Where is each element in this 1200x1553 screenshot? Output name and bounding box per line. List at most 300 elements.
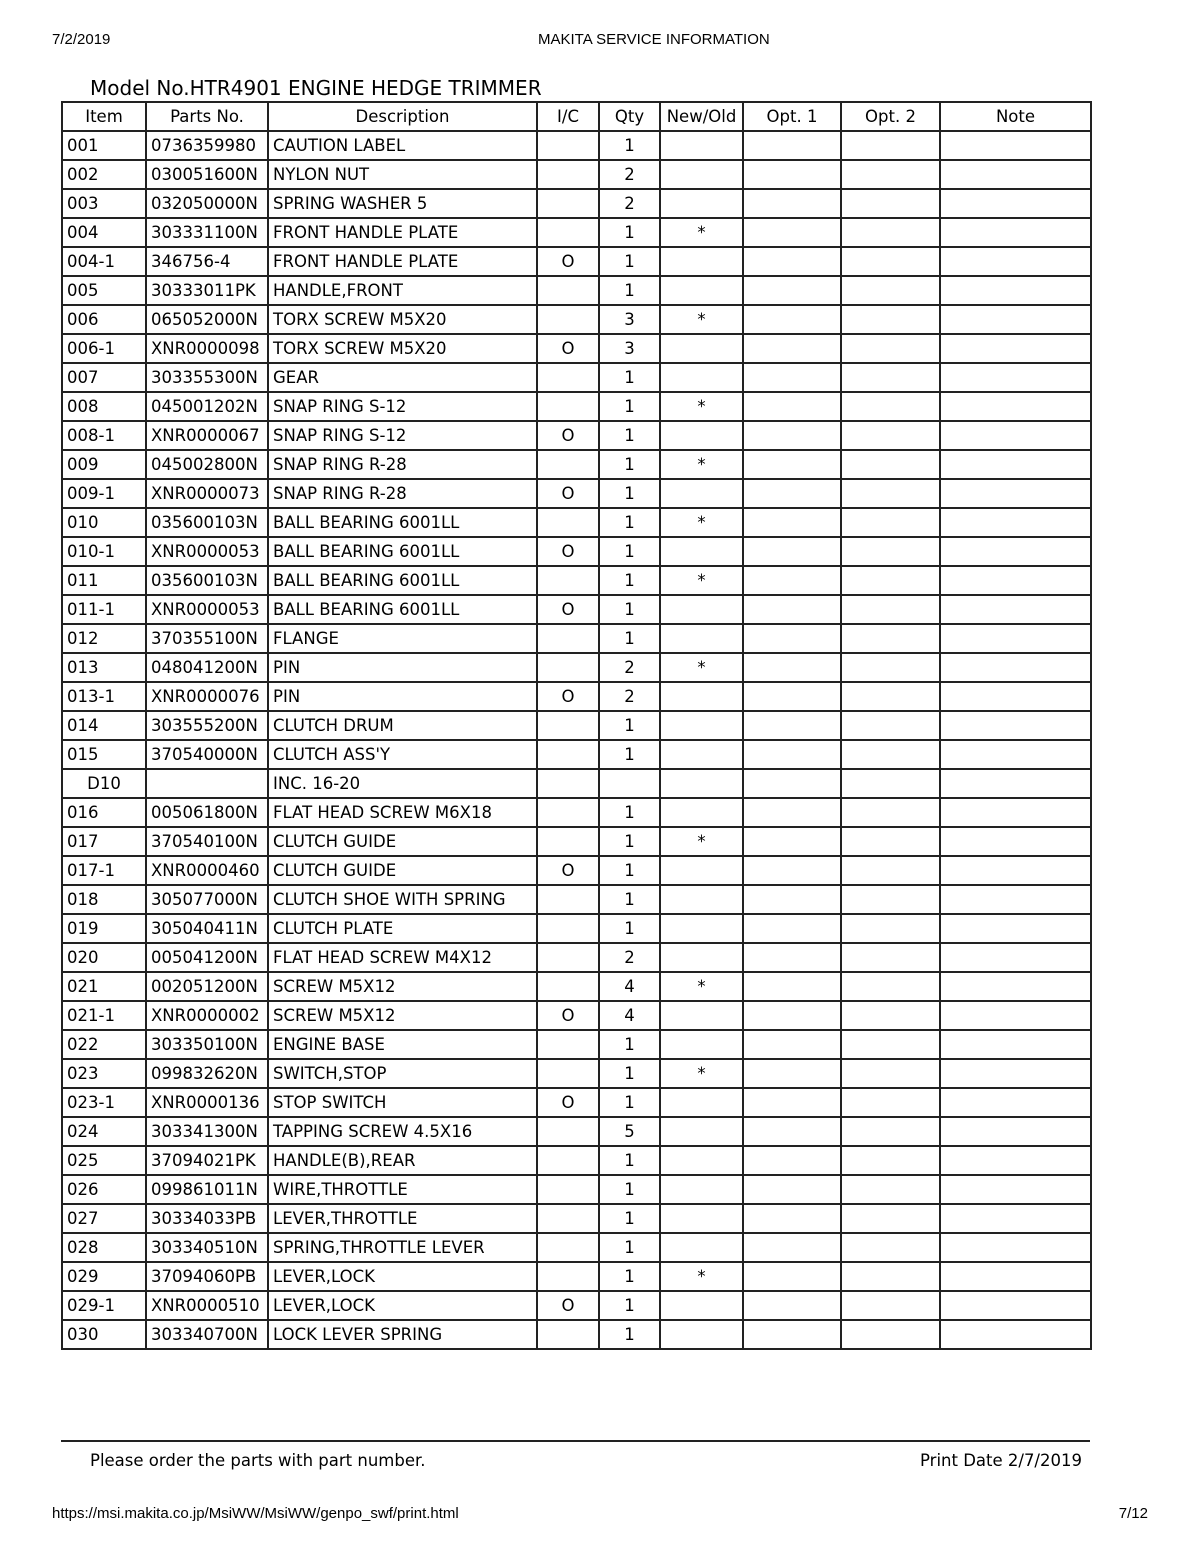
cell-qty: 1 bbox=[599, 827, 660, 856]
cell-qty: 1 bbox=[599, 914, 660, 943]
cell-qty: 1 bbox=[599, 508, 660, 537]
table-row bbox=[62, 885, 1091, 914]
cell-item: 008 bbox=[62, 392, 146, 421]
cell-item: 011 bbox=[62, 566, 146, 595]
cell-opt-1 bbox=[743, 247, 841, 276]
cell-parts-no: XNR0000460 bbox=[146, 856, 268, 885]
table-row bbox=[62, 334, 1091, 363]
header-parts-no: Parts No. bbox=[146, 102, 268, 131]
cell-description: HANDLE,FRONT bbox=[268, 276, 537, 305]
cell-ic bbox=[537, 1320, 599, 1349]
cell-opt-2 bbox=[841, 653, 940, 682]
cell-qty: 1 bbox=[599, 537, 660, 566]
cell-note bbox=[940, 1088, 1091, 1117]
cell-ic bbox=[537, 1117, 599, 1146]
table-row bbox=[62, 624, 1091, 653]
cell-opt-2 bbox=[841, 1320, 940, 1349]
cell-qty: 1 bbox=[599, 421, 660, 450]
cell-description: LEVER,LOCK bbox=[268, 1262, 537, 1291]
cell-new-old: * bbox=[660, 1262, 743, 1291]
cell-qty: 1 bbox=[599, 131, 660, 160]
cell-new-old bbox=[660, 769, 743, 798]
cell-opt-1 bbox=[743, 711, 841, 740]
cell-item: 029-1 bbox=[62, 1291, 146, 1320]
cell-ic bbox=[537, 218, 599, 247]
cell-new-old bbox=[660, 363, 743, 392]
cell-item: 013-1 bbox=[62, 682, 146, 711]
cell-opt-2 bbox=[841, 334, 940, 363]
cell-new-old bbox=[660, 914, 743, 943]
cell-opt-2 bbox=[841, 943, 940, 972]
table-row bbox=[62, 276, 1091, 305]
cell-note bbox=[940, 479, 1091, 508]
cell-ic bbox=[537, 798, 599, 827]
header-qty: Qty bbox=[599, 102, 660, 131]
table-row bbox=[62, 218, 1091, 247]
cell-parts-no: 370355100N bbox=[146, 624, 268, 653]
cell-description: SPRING,THROTTLE LEVER bbox=[268, 1233, 537, 1262]
cell-description: NYLON NUT bbox=[268, 160, 537, 189]
cell-ic bbox=[537, 189, 599, 218]
cell-qty: 1 bbox=[599, 856, 660, 885]
cell-qty: 2 bbox=[599, 682, 660, 711]
cell-description: CLUTCH SHOE WITH SPRING bbox=[268, 885, 537, 914]
cell-description: FLAT HEAD SCREW M4X12 bbox=[268, 943, 537, 972]
table-row bbox=[62, 1291, 1091, 1320]
cell-opt-1 bbox=[743, 537, 841, 566]
cell-qty: 3 bbox=[599, 334, 660, 363]
cell-note bbox=[940, 769, 1091, 798]
cell-parts-no: XNR0000510 bbox=[146, 1291, 268, 1320]
cell-new-old bbox=[660, 1001, 743, 1030]
table-row bbox=[62, 914, 1091, 943]
cell-ic: O bbox=[537, 247, 599, 276]
cell-opt-1 bbox=[743, 885, 841, 914]
cell-item: 008-1 bbox=[62, 421, 146, 450]
cell-opt-2 bbox=[841, 595, 940, 624]
cell-note bbox=[940, 682, 1091, 711]
cell-ic bbox=[537, 1262, 599, 1291]
cell-item: 010-1 bbox=[62, 537, 146, 566]
cell-new-old bbox=[660, 1291, 743, 1320]
cell-opt-2 bbox=[841, 682, 940, 711]
cell-new-old bbox=[660, 1204, 743, 1233]
cell-new-old: * bbox=[660, 508, 743, 537]
cell-opt-1 bbox=[743, 972, 841, 1001]
cell-opt-2 bbox=[841, 363, 940, 392]
cell-new-old bbox=[660, 189, 743, 218]
cell-item: 019 bbox=[62, 914, 146, 943]
cell-qty: 1 bbox=[599, 1030, 660, 1059]
cell-parts-no: 305040411N bbox=[146, 914, 268, 943]
cell-opt-1 bbox=[743, 305, 841, 334]
cell-note bbox=[940, 624, 1091, 653]
cell-note bbox=[940, 566, 1091, 595]
header-ic: I/C bbox=[537, 102, 599, 131]
cell-opt-1 bbox=[743, 1175, 841, 1204]
cell-parts-no: 370540100N bbox=[146, 827, 268, 856]
cell-description: FLANGE bbox=[268, 624, 537, 653]
cell-opt-1 bbox=[743, 1001, 841, 1030]
cell-opt-1 bbox=[743, 856, 841, 885]
cell-qty: 1 bbox=[599, 1291, 660, 1320]
cell-ic bbox=[537, 1146, 599, 1175]
cell-new-old: * bbox=[660, 305, 743, 334]
table-row bbox=[62, 711, 1091, 740]
cell-new-old bbox=[660, 711, 743, 740]
cell-opt-1 bbox=[743, 1146, 841, 1175]
table-row bbox=[62, 653, 1091, 682]
cell-opt-1 bbox=[743, 1204, 841, 1233]
cell-opt-1 bbox=[743, 682, 841, 711]
cell-description: STOP SWITCH bbox=[268, 1088, 537, 1117]
cell-ic bbox=[537, 450, 599, 479]
cell-parts-no: 0736359980 bbox=[146, 131, 268, 160]
cell-opt-2 bbox=[841, 1059, 940, 1088]
parts-table bbox=[61, 101, 1092, 1350]
document-title: Model No.HTR4901 ENGINE HEDGE TRIMMER bbox=[90, 76, 542, 100]
cell-note bbox=[940, 1001, 1091, 1030]
table-row bbox=[62, 595, 1091, 624]
cell-parts-no: 035600103N bbox=[146, 566, 268, 595]
cell-note bbox=[940, 653, 1091, 682]
cell-description: LEVER,THROTTLE bbox=[268, 1204, 537, 1233]
cell-ic: O bbox=[537, 856, 599, 885]
cell-new-old bbox=[660, 1175, 743, 1204]
cell-description: INC. 16-20 bbox=[268, 769, 537, 798]
cell-opt-1 bbox=[743, 189, 841, 218]
cell-item: 015 bbox=[62, 740, 146, 769]
cell-note bbox=[940, 1146, 1091, 1175]
cell-qty: 3 bbox=[599, 305, 660, 334]
cell-qty: 1 bbox=[599, 885, 660, 914]
table-row bbox=[62, 479, 1091, 508]
cell-parts-no: 045001202N bbox=[146, 392, 268, 421]
cell-opt-1 bbox=[743, 827, 841, 856]
cell-opt-2 bbox=[841, 914, 940, 943]
cell-parts-no: 303350100N bbox=[146, 1030, 268, 1059]
cell-parts-no: 303331100N bbox=[146, 218, 268, 247]
cell-qty: 1 bbox=[599, 1233, 660, 1262]
cell-note bbox=[940, 450, 1091, 479]
cell-parts-no: 303340510N bbox=[146, 1233, 268, 1262]
cell-item: 025 bbox=[62, 1146, 146, 1175]
cell-note bbox=[940, 1204, 1091, 1233]
cell-note bbox=[940, 218, 1091, 247]
cell-item: 004 bbox=[62, 218, 146, 247]
cell-opt-1 bbox=[743, 624, 841, 653]
cell-ic bbox=[537, 769, 599, 798]
table-row bbox=[62, 392, 1091, 421]
cell-parts-no: 030051600N bbox=[146, 160, 268, 189]
cell-item: 028 bbox=[62, 1233, 146, 1262]
cell-description: SNAP RING R-28 bbox=[268, 479, 537, 508]
cell-description: FRONT HANDLE PLATE bbox=[268, 218, 537, 247]
cell-new-old bbox=[660, 421, 743, 450]
cell-opt-1 bbox=[743, 218, 841, 247]
cell-ic bbox=[537, 943, 599, 972]
cell-note bbox=[940, 1175, 1091, 1204]
cell-opt-1 bbox=[743, 1291, 841, 1320]
cell-qty: 5 bbox=[599, 1117, 660, 1146]
cell-new-old bbox=[660, 943, 743, 972]
cell-ic: O bbox=[537, 479, 599, 508]
cell-opt-1 bbox=[743, 1088, 841, 1117]
cell-parts-no: 045002800N bbox=[146, 450, 268, 479]
cell-new-old bbox=[660, 856, 743, 885]
cell-ic: O bbox=[537, 682, 599, 711]
cell-ic bbox=[537, 653, 599, 682]
table-row bbox=[62, 537, 1091, 566]
cell-description: ENGINE BASE bbox=[268, 1030, 537, 1059]
cell-opt-1 bbox=[743, 1233, 841, 1262]
cell-new-old bbox=[660, 1320, 743, 1349]
cell-parts-no: 37094021PK bbox=[146, 1146, 268, 1175]
cell-note bbox=[940, 740, 1091, 769]
cell-opt-1 bbox=[743, 1320, 841, 1349]
cell-new-old bbox=[660, 479, 743, 508]
cell-new-old: * bbox=[660, 450, 743, 479]
cell-new-old: * bbox=[660, 827, 743, 856]
cell-parts-no: 048041200N bbox=[146, 653, 268, 682]
cell-ic bbox=[537, 508, 599, 537]
cell-note bbox=[940, 1320, 1091, 1349]
cell-note bbox=[940, 334, 1091, 363]
header-opt-2: Opt. 2 bbox=[841, 102, 940, 131]
header-new-old: New/Old bbox=[660, 102, 743, 131]
table-row bbox=[62, 1320, 1091, 1349]
cell-note bbox=[940, 508, 1091, 537]
cell-description: BALL BEARING 6001LL bbox=[268, 508, 537, 537]
cell-opt-1 bbox=[743, 798, 841, 827]
cell-opt-2 bbox=[841, 305, 940, 334]
cell-ic bbox=[537, 1204, 599, 1233]
cell-description: CLUTCH PLATE bbox=[268, 914, 537, 943]
table-row bbox=[62, 508, 1091, 537]
cell-description: HANDLE(B),REAR bbox=[268, 1146, 537, 1175]
cell-qty: 2 bbox=[599, 189, 660, 218]
table-row bbox=[62, 1204, 1091, 1233]
cell-description: LEVER,LOCK bbox=[268, 1291, 537, 1320]
cell-ic bbox=[537, 1059, 599, 1088]
cell-item: 017-1 bbox=[62, 856, 146, 885]
cell-description: WIRE,THROTTLE bbox=[268, 1175, 537, 1204]
cell-parts-no: 370540000N bbox=[146, 740, 268, 769]
cell-opt-2 bbox=[841, 740, 940, 769]
cell-new-old bbox=[660, 1233, 743, 1262]
cell-description: TORX SCREW M5X20 bbox=[268, 334, 537, 363]
cell-description: CLUTCH GUIDE bbox=[268, 856, 537, 885]
cell-parts-no: XNR0000053 bbox=[146, 595, 268, 624]
cell-opt-2 bbox=[841, 1088, 940, 1117]
cell-new-old bbox=[660, 131, 743, 160]
cell-note bbox=[940, 1233, 1091, 1262]
cell-note bbox=[940, 1291, 1091, 1320]
cell-opt-2 bbox=[841, 1204, 940, 1233]
cell-new-old: * bbox=[660, 1059, 743, 1088]
cell-item: D10 bbox=[62, 769, 146, 798]
browser-page-number: 7/12 bbox=[1118, 1505, 1148, 1522]
cell-item: 004-1 bbox=[62, 247, 146, 276]
cell-opt-2 bbox=[841, 1262, 940, 1291]
header-note: Note bbox=[940, 102, 1091, 131]
cell-parts-no: 005061800N bbox=[146, 798, 268, 827]
cell-new-old bbox=[660, 1088, 743, 1117]
table-row bbox=[62, 1262, 1091, 1291]
cell-parts-no: 065052000N bbox=[146, 305, 268, 334]
table-row bbox=[62, 160, 1091, 189]
cell-parts-no: 032050000N bbox=[146, 189, 268, 218]
cell-note bbox=[940, 1117, 1091, 1146]
cell-opt-2 bbox=[841, 972, 940, 1001]
table-row bbox=[62, 1233, 1091, 1262]
cell-qty: 1 bbox=[599, 1175, 660, 1204]
cell-item: 010 bbox=[62, 508, 146, 537]
table-row bbox=[62, 189, 1091, 218]
table-row bbox=[62, 1146, 1091, 1175]
cell-ic bbox=[537, 624, 599, 653]
cell-qty: 2 bbox=[599, 160, 660, 189]
table-row bbox=[62, 798, 1091, 827]
table-row bbox=[62, 1001, 1091, 1030]
cell-item: 018 bbox=[62, 885, 146, 914]
cell-description: SCREW M5X12 bbox=[268, 1001, 537, 1030]
cell-note bbox=[940, 798, 1091, 827]
table-row bbox=[62, 566, 1091, 595]
cell-description: LOCK LEVER SPRING bbox=[268, 1320, 537, 1349]
cell-description: SNAP RING R-28 bbox=[268, 450, 537, 479]
cell-qty: 1 bbox=[599, 1146, 660, 1175]
cell-item: 023 bbox=[62, 1059, 146, 1088]
cell-opt-1 bbox=[743, 1262, 841, 1291]
table-row bbox=[62, 972, 1091, 1001]
table-row bbox=[62, 943, 1091, 972]
cell-parts-no: XNR0000076 bbox=[146, 682, 268, 711]
cell-new-old bbox=[660, 595, 743, 624]
cell-parts-no: 30334033PB bbox=[146, 1204, 268, 1233]
cell-qty: 1 bbox=[599, 1088, 660, 1117]
cell-new-old: * bbox=[660, 218, 743, 247]
cell-opt-2 bbox=[841, 566, 940, 595]
cell-opt-1 bbox=[743, 1117, 841, 1146]
header-item: Item bbox=[62, 102, 146, 131]
cell-opt-1 bbox=[743, 508, 841, 537]
cell-ic: O bbox=[537, 595, 599, 624]
table-row bbox=[62, 682, 1091, 711]
cell-qty: 1 bbox=[599, 1059, 660, 1088]
cell-qty: 1 bbox=[599, 1262, 660, 1291]
cell-new-old: * bbox=[660, 392, 743, 421]
cell-description: TORX SCREW M5X20 bbox=[268, 305, 537, 334]
table-row bbox=[62, 305, 1091, 334]
header-opt-1: Opt. 1 bbox=[743, 102, 841, 131]
cell-qty: 2 bbox=[599, 943, 660, 972]
cell-description: SCREW M5X12 bbox=[268, 972, 537, 1001]
cell-item: 026 bbox=[62, 1175, 146, 1204]
cell-qty: 4 bbox=[599, 972, 660, 1001]
cell-ic bbox=[537, 276, 599, 305]
cell-ic bbox=[537, 711, 599, 740]
cell-note bbox=[940, 1059, 1091, 1088]
cell-opt-2 bbox=[841, 798, 940, 827]
cell-opt-1 bbox=[743, 421, 841, 450]
cell-opt-1 bbox=[743, 131, 841, 160]
cell-opt-1 bbox=[743, 1030, 841, 1059]
cell-opt-2 bbox=[841, 131, 940, 160]
cell-item: 016 bbox=[62, 798, 146, 827]
cell-ic bbox=[537, 566, 599, 595]
cell-opt-2 bbox=[841, 247, 940, 276]
cell-parts-no: 005041200N bbox=[146, 943, 268, 972]
cell-ic bbox=[537, 131, 599, 160]
footer-order-note: Please order the parts with part number. bbox=[90, 1451, 426, 1470]
cell-note bbox=[940, 392, 1091, 421]
browser-url: https://msi.makita.co.jp/MsiWW/MsiWW/genpo_swf/print.html bbox=[52, 1505, 459, 1522]
cell-item: 009-1 bbox=[62, 479, 146, 508]
cell-qty: 1 bbox=[599, 218, 660, 247]
cell-item: 013 bbox=[62, 653, 146, 682]
cell-note bbox=[940, 1030, 1091, 1059]
cell-qty: 1 bbox=[599, 1204, 660, 1233]
cell-ic bbox=[537, 1175, 599, 1204]
table-row bbox=[62, 856, 1091, 885]
cell-item: 001 bbox=[62, 131, 146, 160]
cell-ic: O bbox=[537, 1088, 599, 1117]
cell-item: 017 bbox=[62, 827, 146, 856]
cell-ic bbox=[537, 160, 599, 189]
cell-opt-2 bbox=[841, 1001, 940, 1030]
cell-opt-1 bbox=[743, 653, 841, 682]
cell-ic bbox=[537, 305, 599, 334]
cell-parts-no: 305077000N bbox=[146, 885, 268, 914]
browser-print-date: 7/2/2019 bbox=[52, 31, 111, 48]
cell-opt-2 bbox=[841, 624, 940, 653]
cell-new-old bbox=[660, 276, 743, 305]
table-row bbox=[62, 1059, 1091, 1088]
cell-opt-1 bbox=[743, 479, 841, 508]
cell-opt-2 bbox=[841, 218, 940, 247]
cell-qty: 1 bbox=[599, 624, 660, 653]
cell-new-old bbox=[660, 160, 743, 189]
cell-ic bbox=[537, 914, 599, 943]
cell-opt-1 bbox=[743, 160, 841, 189]
cell-qty: 1 bbox=[599, 392, 660, 421]
cell-description: FLAT HEAD SCREW M6X18 bbox=[268, 798, 537, 827]
cell-item: 012 bbox=[62, 624, 146, 653]
cell-parts-no: 37094060PB bbox=[146, 1262, 268, 1291]
cell-qty: 2 bbox=[599, 653, 660, 682]
cell-item: 006 bbox=[62, 305, 146, 334]
cell-description: FRONT HANDLE PLATE bbox=[268, 247, 537, 276]
cell-note bbox=[940, 972, 1091, 1001]
cell-opt-2 bbox=[841, 711, 940, 740]
cell-note bbox=[940, 305, 1091, 334]
cell-ic: O bbox=[537, 334, 599, 363]
cell-parts-no: 035600103N bbox=[146, 508, 268, 537]
cell-new-old bbox=[660, 247, 743, 276]
cell-note bbox=[940, 247, 1091, 276]
cell-new-old bbox=[660, 1146, 743, 1175]
cell-opt-1 bbox=[743, 740, 841, 769]
cell-qty: 1 bbox=[599, 566, 660, 595]
cell-item: 005 bbox=[62, 276, 146, 305]
cell-qty: 1 bbox=[599, 276, 660, 305]
cell-qty: 1 bbox=[599, 479, 660, 508]
cell-item: 021 bbox=[62, 972, 146, 1001]
cell-opt-1 bbox=[743, 1059, 841, 1088]
table-row bbox=[62, 131, 1091, 160]
cell-description: BALL BEARING 6001LL bbox=[268, 595, 537, 624]
